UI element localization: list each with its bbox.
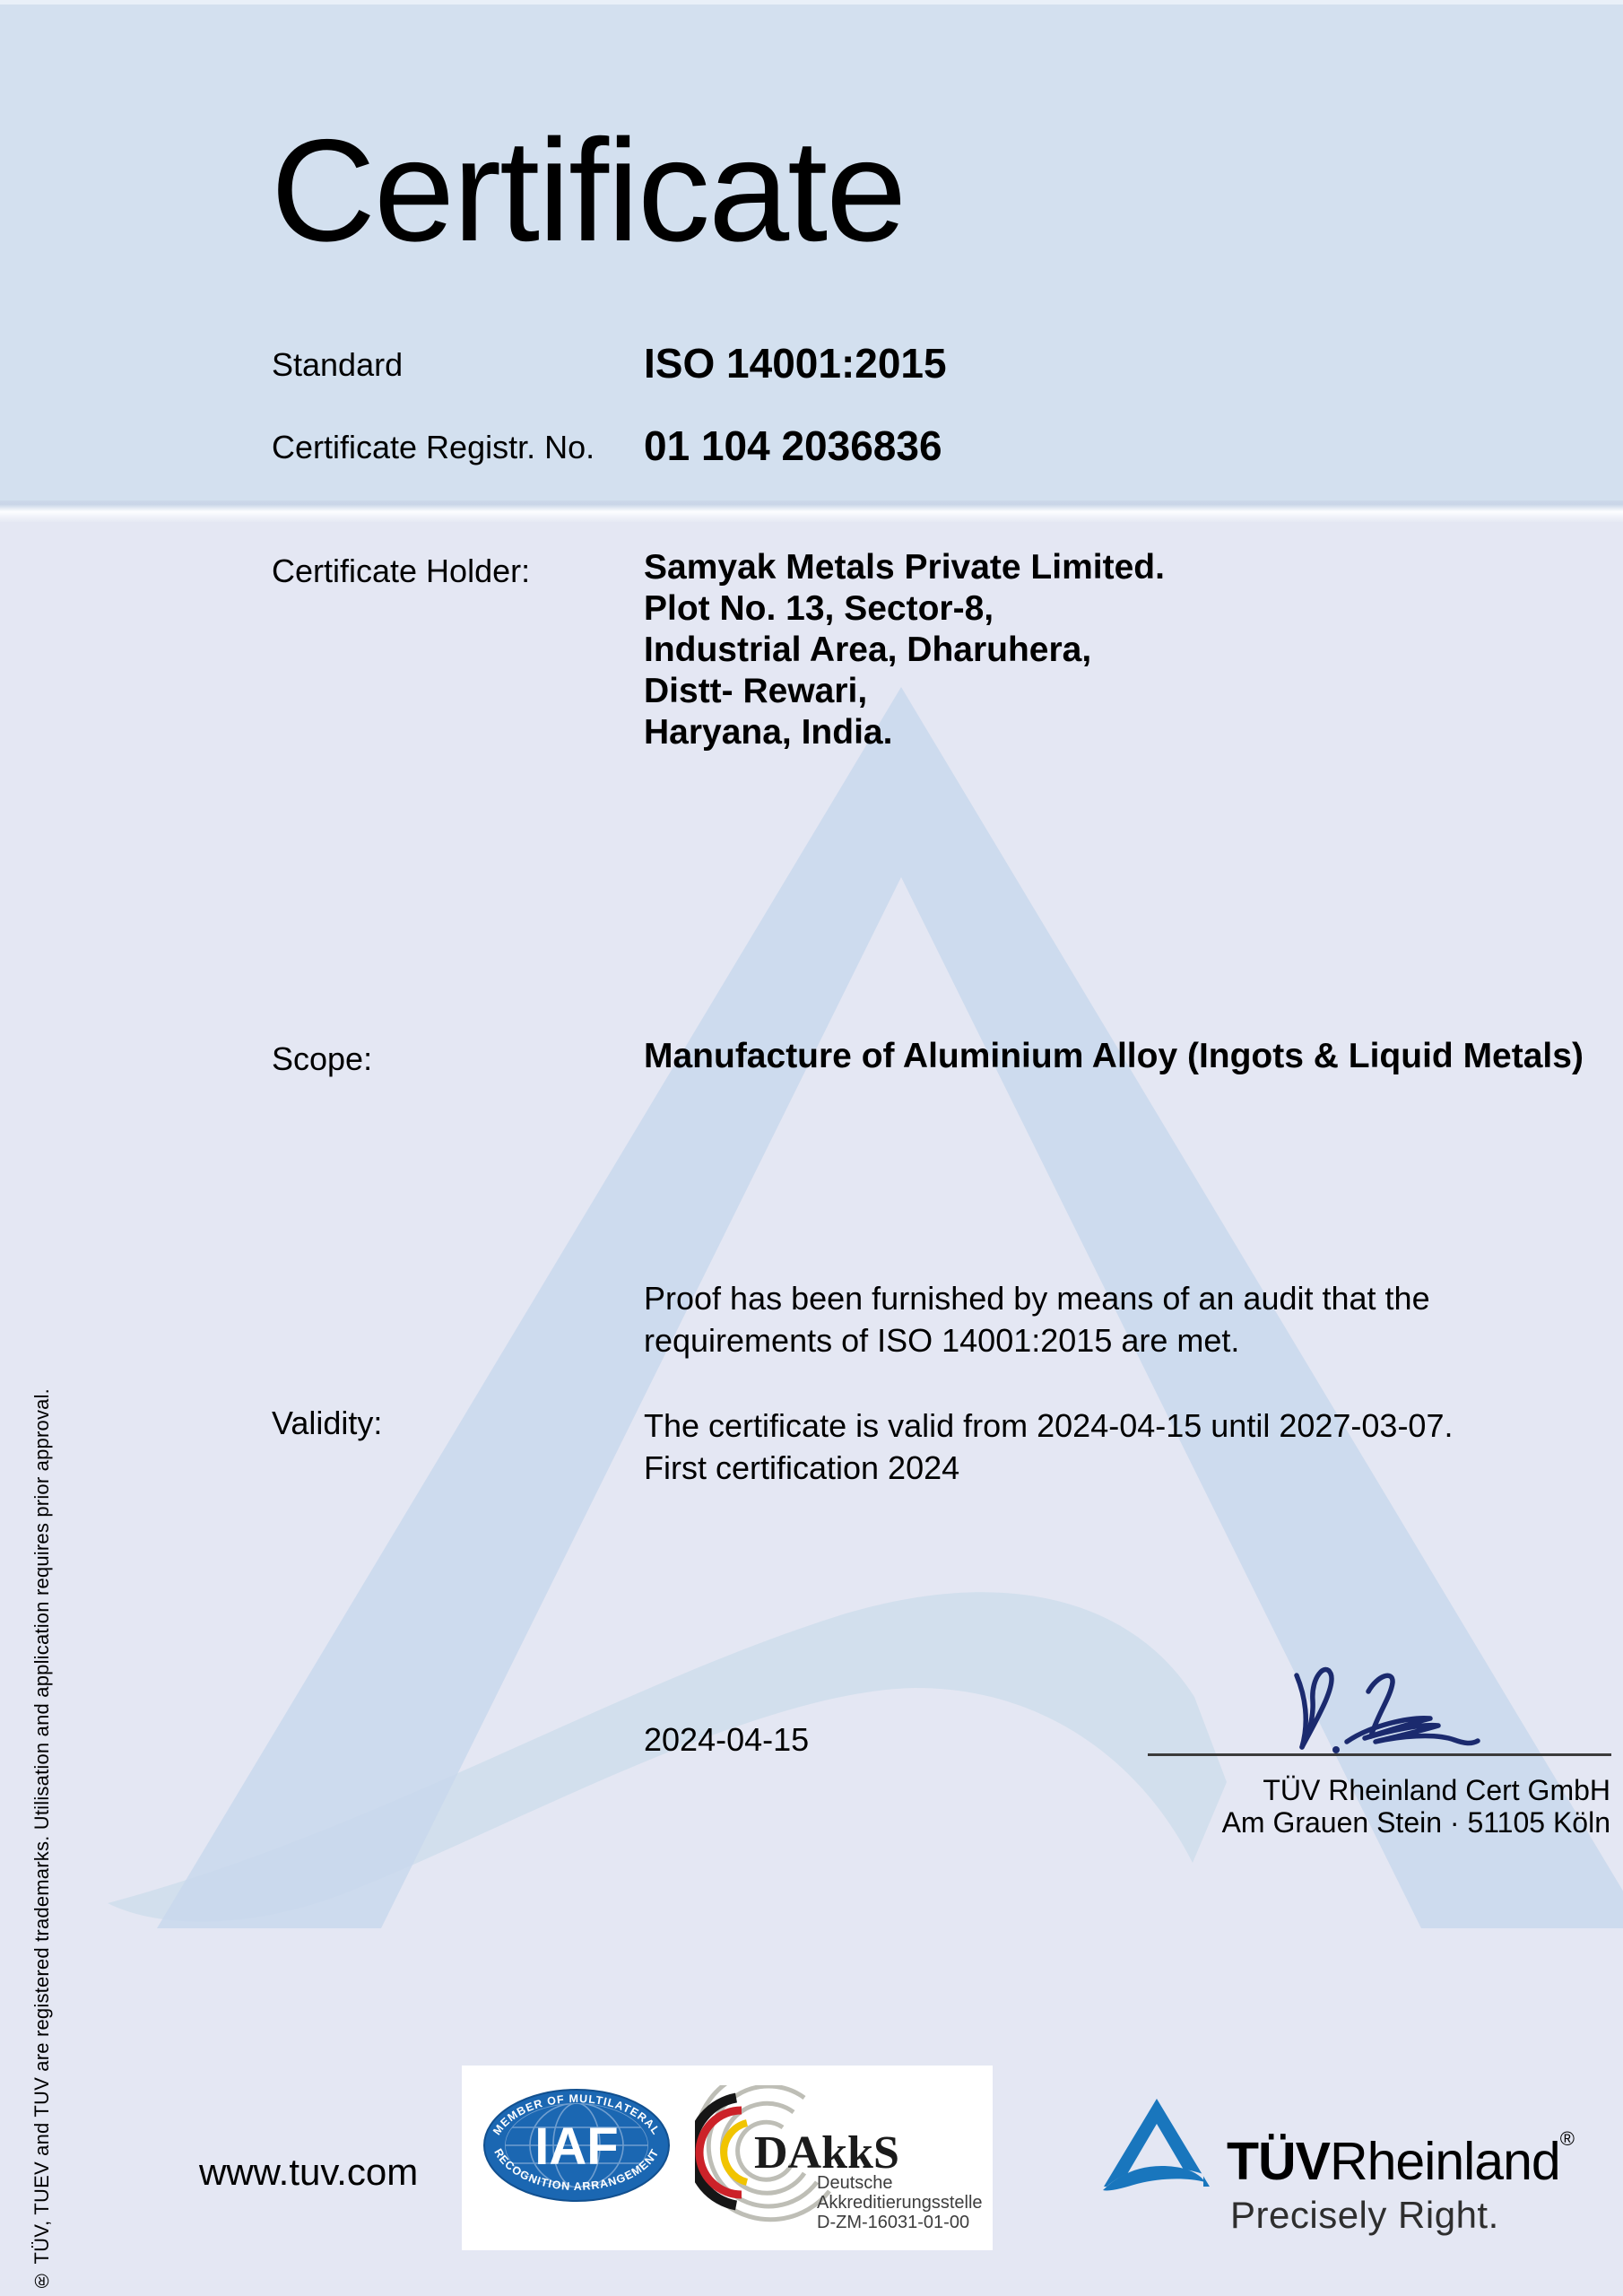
- iaf-bottom-text: RECOGNITION ARRANGEMENT: [491, 2146, 662, 2194]
- header-band-edge: [0, 0, 1623, 4]
- scope-label: Scope:: [272, 1040, 373, 1077]
- tuv-rheinland-logo-icon: [1101, 2095, 1213, 2201]
- trademark-note: ® TÜV, TUEV and TUV are registered trademarks. Utilisation and application requires prior approval.: [30, 1388, 53, 2292]
- iaf-top-text: MEMBER OF MULTILATERAL: [490, 2092, 663, 2138]
- holder-line: Plot No. 13, Sector-8,: [644, 589, 994, 628]
- iaf-acronym: IAF: [534, 2118, 619, 2176]
- issuer-name: TÜV Rheinland Cert GmbH: [1263, 1774, 1610, 1806]
- issue-date: 2024-04-15: [644, 1721, 810, 1758]
- proof-line: requirements of ISO 14001:2015 are met.: [644, 1322, 1240, 1359]
- holder-line: Haryana, India.: [644, 713, 893, 752]
- registered-trademark-icon: ®: [1559, 2127, 1574, 2150]
- iaf-logo-icon: [481, 2086, 673, 2205]
- tuv-brand-regular: Rheinland: [1330, 2132, 1560, 2191]
- signature-icon: [1284, 1665, 1496, 1756]
- dakks-line2: Akkreditierungsstelle: [817, 2193, 983, 2213]
- registration-value: 01 104 2036836: [644, 422, 942, 469]
- dakks-line1: Deutsche: [817, 2173, 893, 2193]
- validity-line: First certification 2024: [644, 1449, 960, 1486]
- validity-statement: [644, 1405, 1453, 1489]
- dakks-line3: D-ZM-16031-01-00: [817, 2213, 970, 2232]
- dakks-name: DAkkS: [754, 2127, 899, 2179]
- proof-statement: [644, 1277, 1430, 1361]
- validity-label: Validity:: [272, 1405, 383, 1441]
- holder-address: [644, 547, 1165, 753]
- page-title: Certificate: [271, 109, 906, 272]
- holder-line: Samyak Metals Private Limited.: [644, 548, 1165, 587]
- registration-label: Certificate Registr. No.: [272, 429, 595, 465]
- issuer-address: Am Grauen Stein · 51105 Köln: [1221, 1806, 1610, 1839]
- section-divider: [0, 500, 1623, 522]
- standard-label: Standard: [272, 346, 404, 383]
- proof-line: Proof has been furnished by means of an audit that the: [644, 1280, 1430, 1317]
- holder-label: Certificate Holder:: [272, 552, 531, 589]
- holder-line: Industrial Area, Dharuhera,: [644, 631, 1092, 669]
- standard-value: ISO 14001:2015: [644, 340, 947, 387]
- issuer-block: [1222, 1774, 1610, 1839]
- tuv-brand-bold: TÜV: [1227, 2132, 1330, 2191]
- holder-line: Distt- Rewari,: [644, 672, 868, 710]
- dakks-logo-icon: [695, 2085, 991, 2233]
- tuv-tagline: Precisely Right.: [1230, 2194, 1499, 2236]
- validity-line: The certificate is valid from 2024-04-15 until 2027-03-07.: [644, 1407, 1454, 1444]
- signature-line: [1148, 1753, 1611, 1756]
- tuv-brand-text: [1227, 2127, 1574, 2192]
- scope-value: Manufacture of Aluminium Alloy (Ingots & Liquid Metals): [644, 1037, 1584, 1075]
- website-url: www.tuv.com: [199, 2151, 419, 2193]
